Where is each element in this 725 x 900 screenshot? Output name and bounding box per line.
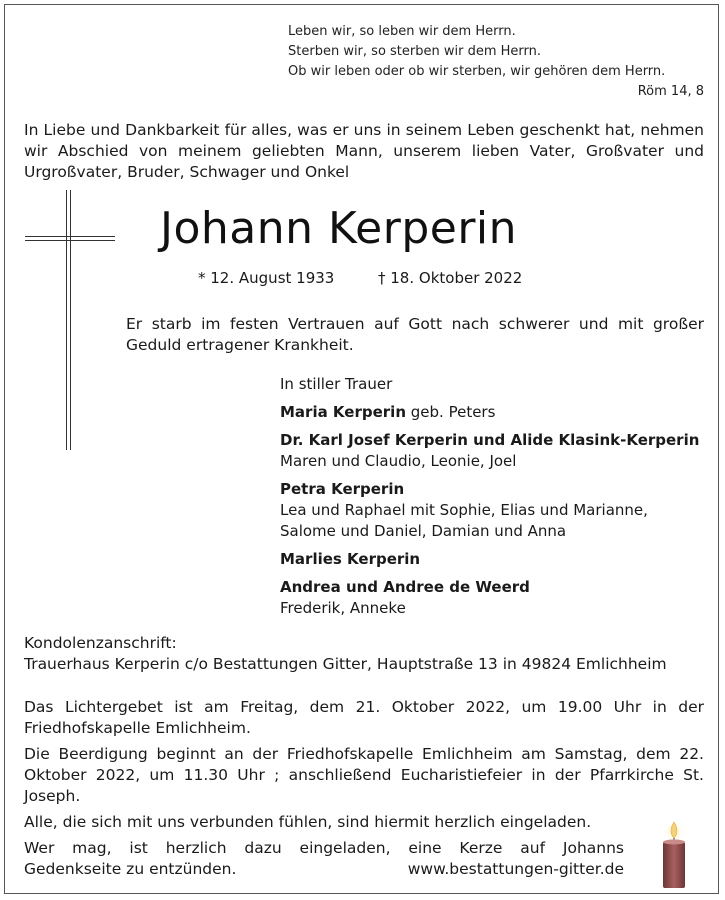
mourner-name: Petra Kerperin xyxy=(280,480,405,498)
faith-text: Er starb im festen Vertrauen auf Gott nach schwerer und mit großer Geduld ertragener Krankheit. xyxy=(126,315,704,354)
death-date: † 18. Oktober 2022 xyxy=(378,269,523,287)
mourner-family: Maren und Claudio, Leonie, Joel xyxy=(280,452,517,470)
verse-reference: Röm 14, 8 xyxy=(637,84,704,99)
mourner-family: Lea und Raphael mit Sophie, Elias und Marianne, xyxy=(280,501,648,519)
website-link[interactable]: www.bestattungen-gitter.de xyxy=(407,860,624,878)
candle-top xyxy=(663,840,685,845)
intro-text: In Liebe und Dankbarkeit für alles, was er uns in seinem Leben geschenkt hat, nehmen wir Abschied von meinem geliebten Mann, unserem lieben Vater, Großvater und Urgroßvater, Bruder, Schwager und Onkel xyxy=(24,121,704,181)
deceased-name: Johann Kerperin xyxy=(160,203,518,254)
mourner-suffix: geb. Peters xyxy=(406,403,496,421)
prayer-notice: Das Lichtergebet ist am Freitag, dem 21. Oktober 2022, um 19.00 Uhr in der Friedhofskapelle Emlichheim. xyxy=(24,698,704,737)
mourner-name: Andrea und Andree de Weerd xyxy=(280,578,530,596)
mourners-heading: In stiller Trauer xyxy=(280,375,393,393)
mourners-list xyxy=(280,374,710,619)
invitation-notice: Alle, die sich mit uns verbunden fühlen, sind hiermit herzlich eingeladen. xyxy=(24,813,592,831)
mourner-group xyxy=(280,430,710,472)
mourner-family: Salome und Daniel, Damian und Anna xyxy=(280,522,567,540)
funeral-notice: Die Beerdigung beginnt an der Friedhofskapelle Emlichheim am Samstag, dem 22. Oktober 2022, um 11.30 Uhr ; anschließend Eucharistiefeier in der Pfarrkirche St. Joseph. xyxy=(24,745,704,805)
mourner-family: Frederik, Anneke xyxy=(280,599,406,617)
verse-line-2: Sterben wir, so sterben wir dem Herrn. xyxy=(288,44,542,59)
cross-horizontal-bar xyxy=(25,236,115,241)
service-notices xyxy=(24,697,704,838)
condolence-address-line: Trauerhaus Kerperin c/o Bestattungen Gitter, Hauptstraße 13 in 49824 Emlichheim xyxy=(24,655,667,673)
verse-line-1: Leben wir, so leben wir dem Herrn. xyxy=(288,24,516,39)
candle-icon xyxy=(650,818,698,890)
mourner-name: Marlies Kerperin xyxy=(280,550,421,568)
candle-body xyxy=(663,842,685,888)
bible-verse xyxy=(288,22,704,102)
birth-date: * 12. August 1933 xyxy=(198,269,335,287)
mourner-group xyxy=(280,479,710,542)
mourner-group xyxy=(280,402,710,423)
candle-note-line-1: Wer mag, ist herzlich dazu eingeladen, eine Kerze auf Johanns xyxy=(24,839,624,857)
mourner-group xyxy=(280,549,710,570)
mourner-name: Maria Kerperin xyxy=(280,403,406,421)
condolence-address xyxy=(24,633,704,675)
condolence-label: Kondolenzanschrift: xyxy=(24,634,177,652)
cross-vertical-bar xyxy=(66,190,71,450)
mourner-name: Dr. Karl Josef Kerperin und Alide Klasink-Kerperin xyxy=(280,431,700,449)
verse-line-3: Ob wir leben oder ob wir sterben, wir gehören dem Herrn. xyxy=(288,64,666,79)
candle-note xyxy=(24,838,624,880)
mourner-group xyxy=(280,577,710,619)
candle-note-line-2: Gedenkseite zu entzünden. xyxy=(24,860,237,878)
